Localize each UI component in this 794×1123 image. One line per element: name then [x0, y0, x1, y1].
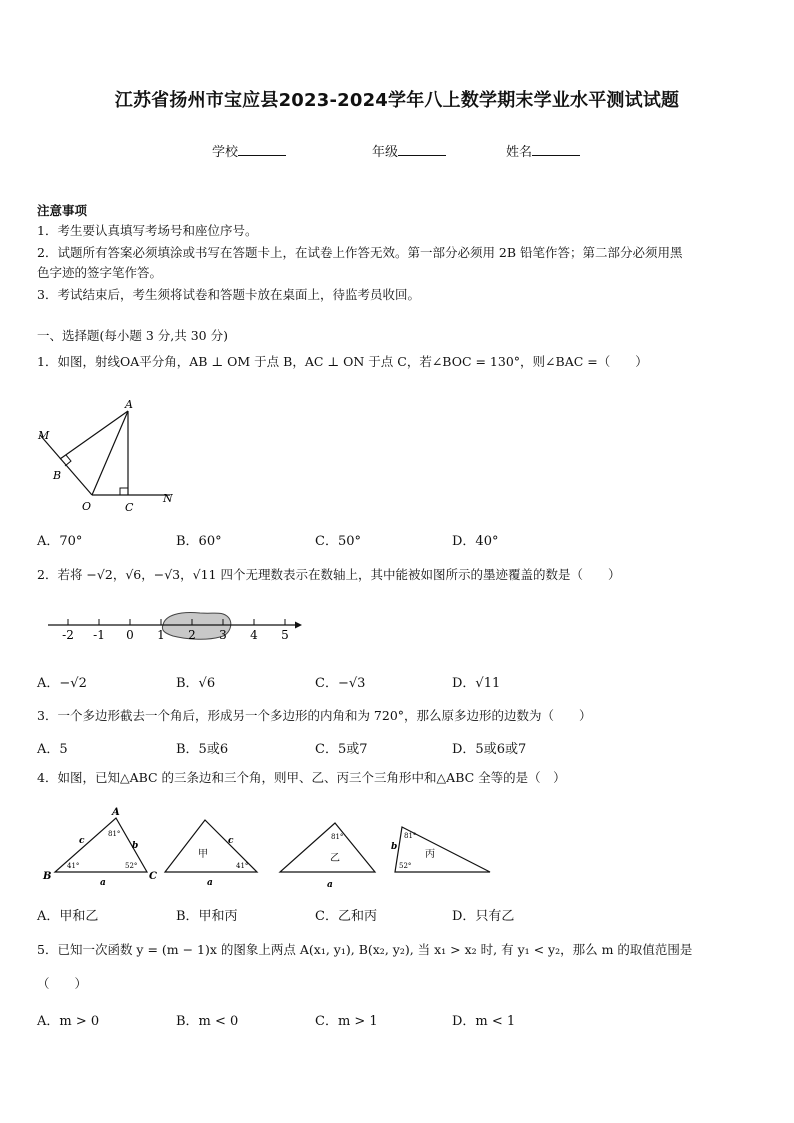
side-c: c [79, 836, 85, 846]
number-line [40, 605, 310, 645]
notice-heading: 注意事项 [37, 203, 88, 218]
q1-option-d[interactable]: D．40° [452, 534, 499, 549]
angle-52: 52° [125, 862, 138, 870]
q3-option-c[interactable]: C．5或7 [315, 742, 368, 757]
angle-41: 41° [67, 862, 80, 870]
tick-label: 5 [281, 628, 289, 642]
label-n: N [163, 492, 173, 505]
q4-figure [35, 805, 495, 887]
label-c: C [149, 871, 157, 882]
label-b: B [53, 469, 62, 482]
q4-option-b[interactable]: B．甲和丙 [176, 909, 238, 924]
q1-figure [30, 395, 190, 520]
label-bing: 丙 [425, 849, 435, 860]
q5-option-c[interactable]: C．m > 1 [315, 1014, 378, 1029]
side-a: a [100, 878, 106, 887]
notice-item: 1．考生要认真填写考场号和座位序号。 [37, 223, 258, 238]
question-3-stem: 3．一个多边形截去一个角后，形成另一个多边形的内角和为 720°，那么原多边形的边数为（ ） [37, 708, 592, 723]
q1-option-a[interactable]: A．70° [37, 534, 83, 549]
name-label: 姓名 [506, 145, 533, 160]
question-1-stem: 1．如图，射线OA平分角，AB ⊥ OM 于点 B，AC ⊥ ON 于点 C，若∠BOC = 130°，则∠BAC =（ ） [37, 354, 648, 369]
jia-side-a: a [207, 878, 213, 887]
school-field [212, 141, 286, 160]
tick-label: -2 [62, 628, 74, 642]
jia-side-c: c [228, 836, 234, 846]
tick-label: 1 [157, 628, 165, 642]
school-label: 学校 [212, 145, 239, 160]
tick-label: 0 [126, 628, 134, 642]
axis-arrow [295, 622, 302, 629]
angle-81: 81° [108, 830, 121, 838]
question-5-stem: 5．已知一次函数 y = (m − 1)x 的图象上两点 A(x₁, y₁), B(x₂, y₂), 当 x₁ > x₂ 时, 有 y₁ < y₂，那么 m 的取值范围是 [37, 942, 693, 957]
tick-label: 2 [188, 628, 196, 642]
question-5-paren: （ ） [37, 976, 88, 991]
question-4-stem: 4．如图，已知△ABC 的三条边和三个角，则甲、乙、丙三个三角形中和△ABC 全等的是（ ） [37, 770, 566, 785]
side-b: b [132, 841, 139, 851]
q2-option-a[interactable]: A．−√2 [37, 676, 87, 691]
label-yi: 乙 [330, 853, 340, 864]
q2-option-b[interactable]: B．√6 [176, 676, 216, 691]
q5-option-d[interactable]: D．m < 1 [452, 1014, 516, 1029]
q2-option-c[interactable]: C．−√3 [315, 676, 366, 691]
notice-item: 3．考试结束后，考生须将试卷和答题卡放在桌面上，待监考员收回。 [37, 287, 420, 302]
label-a: A [125, 398, 133, 411]
page-title: 江苏省扬州市宝应县2023-2024学年八上数学期末学业水平测试试题 [114, 90, 680, 111]
yi-side-a: a [327, 880, 333, 887]
bing-angle-81: 81° [404, 832, 417, 840]
right-angle-c [120, 488, 128, 495]
q3-option-a[interactable]: A．5 [37, 742, 68, 757]
grade-blank[interactable] [398, 143, 446, 156]
yi-angle-81: 81° [331, 833, 344, 841]
tick-label: 4 [250, 628, 258, 642]
q2-option-d[interactable]: D．√11 [452, 676, 501, 691]
notice-item: 色字迹的签字笔作答。 [37, 265, 163, 280]
q4-option-a[interactable]: A．甲和乙 [37, 909, 99, 924]
q3-option-b[interactable]: B．5或6 [176, 742, 229, 757]
q5-option-b[interactable]: B．m < 0 [176, 1014, 239, 1029]
q3-option-d[interactable]: D．5或6或7 [452, 742, 527, 757]
triangle-yi [280, 823, 375, 872]
label-c: C [125, 501, 134, 514]
notice-item: 2．试题所有答案必须填涂或书写在答题卡上，在试卷上作答无效。第一部分必须用 2B 铅笔作答；第二部分必须用黑 [37, 245, 683, 260]
q1-option-c[interactable]: C．50° [315, 534, 361, 549]
q5-option-a[interactable]: A．m > 0 [37, 1014, 100, 1029]
bing-angle-52: 52° [399, 862, 412, 870]
label-b: B [43, 871, 52, 882]
label-o: O [82, 500, 92, 513]
q4-option-d[interactable]: D．只有乙 [452, 909, 515, 924]
question-2-stem: 2．若将 −√2，√6，−√3，√11 四个无理数表示在数轴上，其中能被如图所示的墨迹覆盖的数是（ ） [37, 567, 621, 582]
label-m: M [38, 429, 50, 442]
school-blank[interactable] [238, 143, 286, 156]
bing-side-b: b [391, 842, 398, 852]
label-a: A [112, 807, 120, 818]
grade-label: 年级 [372, 145, 399, 160]
jia-angle-41: 41° [236, 862, 249, 870]
q4-option-c[interactable]: C．乙和丙 [315, 909, 377, 924]
name-field [506, 141, 580, 160]
name-blank[interactable] [532, 143, 580, 156]
label-jia: 甲 [198, 849, 208, 860]
tick-label: 3 [219, 628, 227, 642]
tick-label: -1 [93, 628, 105, 642]
section-heading: 一、选择题(每小题 3 分,共 30 分) [37, 328, 228, 343]
q1-option-b[interactable]: B．60° [176, 534, 222, 549]
grade-field [372, 141, 446, 160]
